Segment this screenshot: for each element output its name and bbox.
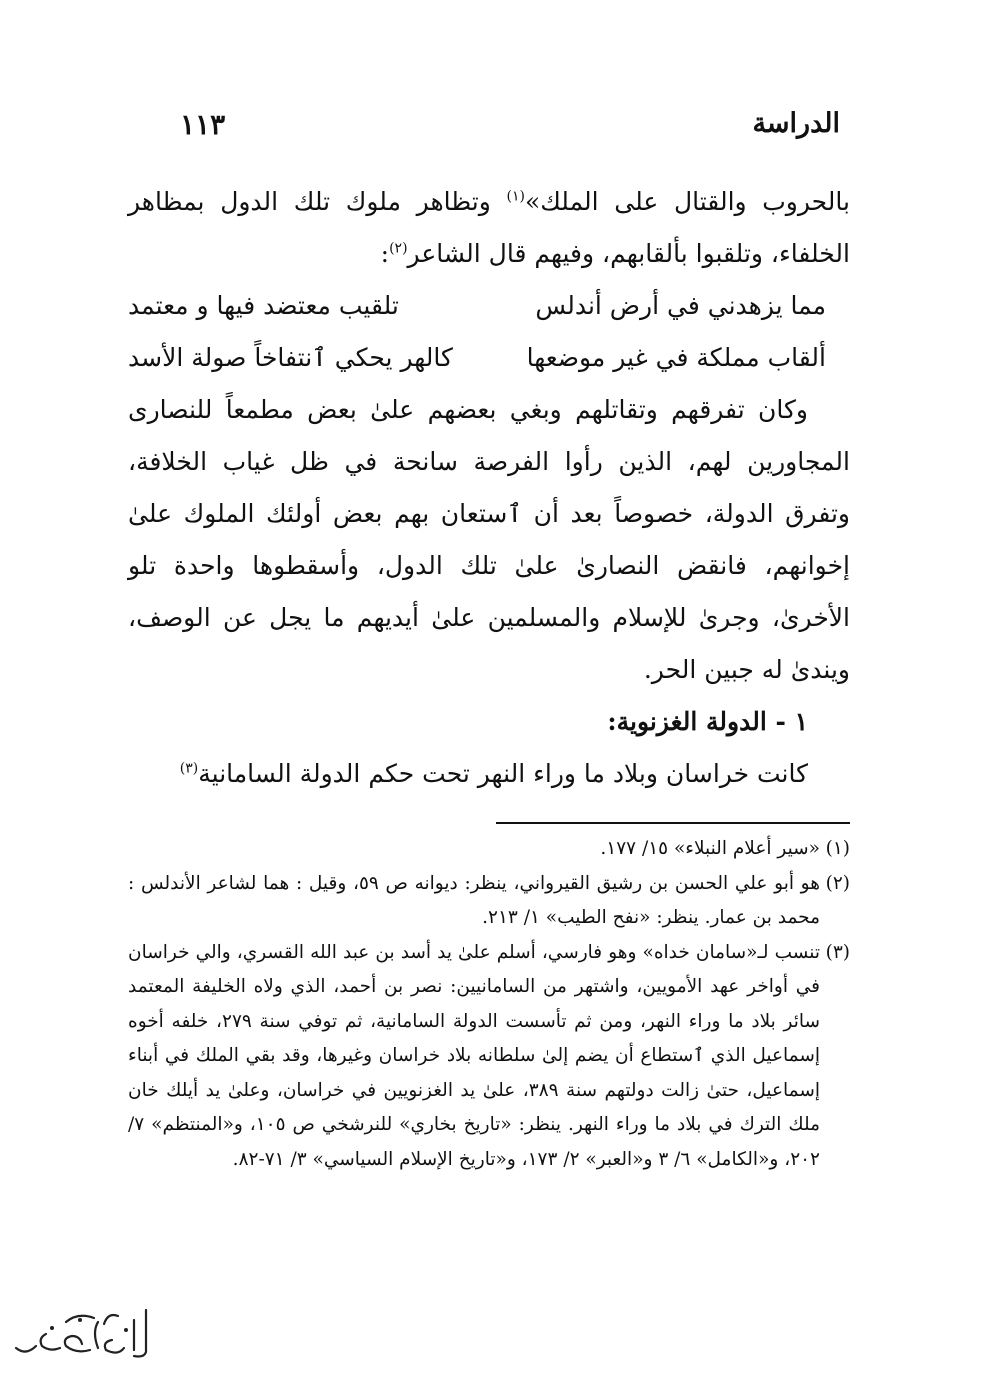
footnote-number: (٢): [825, 872, 850, 894]
footnote-1: [128, 832, 850, 867]
footnote-text: تنسب لـ«سامان خداه» وهو فارسي، أسلم علىٰ يد أسد بن عبد الله القسري، والي خراسان في أواخر عهد الأمويين، واشتهر من السامانيين: نصر بن أحمد، الذي ولاه الخليفة المعتمد سائر بلاد ما وراء النهر، ومن ثم تأسست الدولة السامانية، ثم توفي سنة ٢٧٩، خلفه أخوه إسماعيل الذي ٱستطاع أن يضم إلىٰ سلطانه بلاد خراسان وغيرها، وقد بقي الملك في أبناء إسماعيل، حتىٰ زالت دولتهم سنة ٣٨٩، علىٰ يد الغزنويين في خراسان، وعلىٰ يد أيلك خان ملك الترك في بلاد ما وراء النهر. ينظر: «تاريخ بخاري» للنرشخي ص ١٠٥، و«المنتظم» ٧/ ٢٠٢، و«الكامل» ٦/ ٣ و«العبر» ٢/ ١٧٣، و«تاريخ الإسلام السياسي» ٣/ ٧١-٨٢.: [128, 941, 820, 1170]
page-header: [140, 108, 840, 152]
footnote-ref-3: (٣): [179, 760, 199, 777]
footnote-ref-2: (٢): [389, 240, 408, 257]
footnote-number: (٣): [825, 941, 850, 963]
verse-2-first-hemistich: ألقاب مملكة في غير موضعها: [526, 343, 826, 372]
main-text: [128, 176, 850, 800]
paragraph-1-part-1: بالحروب والقتال على الملك»: [524, 187, 851, 216]
footnote-text: «سير أعلام النبلاء» ١٥/ ١٧٧.: [600, 838, 820, 859]
verse-2: [128, 332, 850, 384]
verse-1-second-hemistich: تلقيب معتضد فيها و معتمد: [128, 291, 399, 320]
paragraph-1-part-2: وتظاهر ملوك تلك الدول بمظاهر الخلفاء، وتلقبوا بألقابهم، وفيهم قال الشاعر: [128, 187, 850, 268]
paragraph-1: [128, 176, 850, 280]
paragraph-1-end: :: [380, 239, 390, 268]
paragraph-3-text: كانت خراسان وبلاد ما وراء النهر تحت حكم الدولة السامانية: [198, 759, 808, 788]
footnote-2: [128, 867, 850, 936]
footnotes: [128, 832, 850, 1177]
footnote-text: هو أبو علي الحسن بن رشيق القيرواني، ينظر: ديوانه ص ٥٩، وقيل : هما لشاعر الأندلس : محمد بن عمار. ينظر: «نفح الطيب» ١/ ٢١٣.: [128, 872, 820, 928]
section-heading: ١ - الدولة الغزنوية:: [607, 707, 808, 736]
footnote-ref-1: (١): [506, 188, 525, 205]
paragraph-3: [128, 748, 850, 800]
footnote-3: [128, 936, 850, 1178]
publisher-logo: [6, 1290, 156, 1376]
footnote-separator: [496, 822, 850, 824]
page-number: ١١٣: [180, 108, 226, 141]
verse-1-first-hemistich: مما يزهدني في أرض أندلس: [535, 291, 826, 320]
running-title: الدراسة: [752, 108, 840, 139]
paragraph-2: وكان تفرقهم وتقاتلهم وبغي بعضهم علىٰ بعض مطمعاً للنصارى المجاورين لهم، الذين رأوا الفرصة سانحة في ظل غياب الخلافة، وتفرق الدولة، خصوصاً بعد أن ٱستعان بهم بعض أولئك الملوك علىٰ إخوانهم، فانقض النصارىٰ علىٰ تلك الدول، وأسقطوها واحدة تلو الأخرىٰ، وجرىٰ للإسلام والمسلمين علىٰ أيديهم ما يجل عن الوصف، ويندىٰ له جبين الحر.: [128, 395, 850, 684]
footnote-number: (١): [825, 838, 850, 859]
verse-1: [128, 280, 850, 332]
calligraphy-logo-icon: [6, 1290, 156, 1376]
verse-2-second-hemistich: كالهر يحكي ٱنتفاخاً صولة الأسد: [128, 343, 453, 372]
